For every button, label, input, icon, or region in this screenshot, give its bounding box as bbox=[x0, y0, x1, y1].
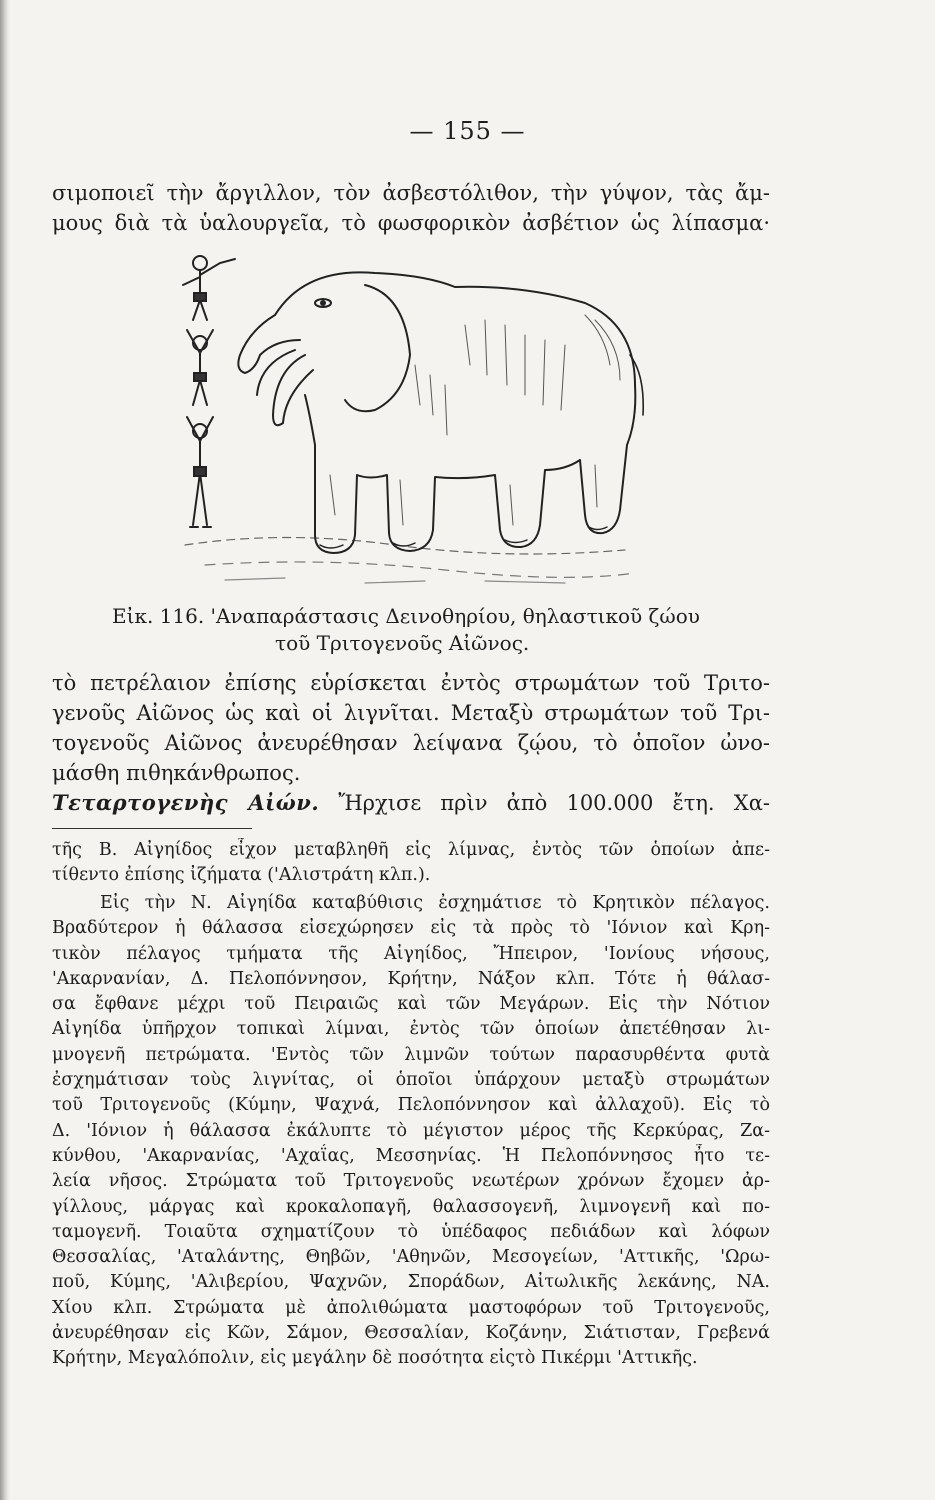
section-line bbox=[52, 788, 770, 818]
text-line: μους διὰ τὰ ὑαλουργεῖα, τὸ φωσφορικὸν ἀσβέτιον ὡς λίπασμα· bbox=[52, 211, 770, 235]
body2-paragraph bbox=[52, 891, 770, 1372]
text-line: ταμογενῆ. Τοιαῦτα σχηματίζουν τὸ ὑπέδαφος πεδιάδων καὶ λόφων bbox=[52, 1221, 770, 1242]
text-line: 'Ακαρνανίαν, Δ. Πελοπόννησον, Κρήτην, Νάξον κλπ. Τότε ἡ θάλασ- bbox=[52, 968, 770, 989]
text-line: κύνθου, 'Ακαρνανίας, 'Αχαΐας, Μεσσηνίας. Ἡ Πελοπόννησος ἦτο τε- bbox=[52, 1145, 770, 1166]
intro-paragraph bbox=[52, 178, 770, 238]
text-line: ἐσχημάτισαν τοὺς λιγνίτας, οἱ ὁποῖοι ὑπάρχουν μεταξὺ στρωμάτων bbox=[52, 1070, 770, 1091]
text-line: σιμοποιεῖ τὴν ἄργιλλον, τὸν ἀσβεστόλιθον, τὴν γύψον, τὰς ἄμ- bbox=[52, 181, 770, 205]
text-line: μνογενῆ πετρώματα. 'Εντὸς τῶν λιμνῶν τούτων παρασυρθέντα φυτὰ bbox=[52, 1044, 770, 1065]
text-line: Βραδύτερον ἡ θάλασσα εἰσεχώρησεν εἰς τὰ πρὸς τὸ 'Ιόνιον καὶ Κρη- bbox=[52, 918, 770, 939]
text-line: Κρήτην, Μεγαλόπολιν, εἰς μεγάλην δὲ ποσότητα εἰςτὸ Πικέρμι 'Αττικῆς. bbox=[52, 1348, 698, 1369]
caption-line: τοῦ Τριτογενοῦς Αἰῶνος. bbox=[275, 631, 530, 655]
text-line: μάσθη πιθηκάνθρωπος. bbox=[52, 761, 301, 785]
text-line: λεία νῆσος. Στρώματα τοῦ Τριτογενοῦς νεωτέρων χρόνων ἔχομεν ἀρ- bbox=[52, 1171, 770, 1192]
text-line: Αἰγηίδα ὑπῆρχον τοπικαὶ λίμναι, ἐντὸς τῶν ὁποίων ἀπετέθησαν λι- bbox=[52, 1019, 770, 1040]
footnote-divider bbox=[52, 828, 252, 829]
text-line: τίθεντο ἐπίσης ἰζήματα ('Αλιστράτη κλπ.). bbox=[52, 865, 431, 886]
text-line: τογενοῦς Αἰῶνος ἀνευρέθησαν λείψανα ζῴου, τὸ ὁποῖον ὠνο- bbox=[52, 731, 770, 755]
text-line: ἀνευρέθησαν εἰς Κῶν, Σάμον, Θεσσαλίαν, Κοζάνην, Σιάτισταν, Γρεβενά bbox=[52, 1323, 770, 1344]
elephant-illustration-icon bbox=[165, 245, 685, 590]
text-line: Θεσσαλίας, 'Αταλάντης, Θηβῶν, 'Αθηνῶν, Μεσογείων, 'Αττικῆς, 'Ωρω- bbox=[52, 1247, 770, 1268]
text-line: Δ. 'Ιόνιον ἡ θάλασσα ἐκάλυπτε τὸ μέγιστον μέρος τῆς Κερκύρας, Ζα- bbox=[52, 1120, 770, 1141]
body-paragraph bbox=[52, 668, 770, 818]
section-heading: Τεταρτογενὴς Αἰών. bbox=[52, 790, 320, 815]
text-line: τὸ πετρέλαιον ἐπίσης εὑρίσκεται ἐντὸς στρωμάτων τοῦ Τριτο- bbox=[52, 671, 770, 695]
text-line: Χίου κλπ. Στρώματα μὲ ἀπολιθώματα μαστοφόρων τοῦ Τριτογενοῦς, bbox=[52, 1297, 770, 1318]
text-line: τικὸν πέλαγος τμήματα τῆς Αἰγηίδος, Ἤπειρον, 'Ιονίους νήσους, bbox=[52, 943, 770, 964]
text-line: γίλλους, μάργας καὶ κροκαλοπαγῆ, θαλασσογενῆ, λιμνογενῆ καὶ πο- bbox=[52, 1196, 770, 1217]
caption-line: Εἰκ. 116. 'Αναπαράστασις Δεινοθηρίου, θηλαστικοῦ ζώου bbox=[112, 604, 700, 628]
text-line: σα ἔφθανε μέχρι τοῦ Πειραιῶς καὶ τῶν Μεγάρων. Εἰς τὴν Νότιον bbox=[52, 994, 770, 1015]
section-text: Ἤρχισε πρὶν ἀπὸ 100.000 ἔτη. Χα- bbox=[338, 791, 770, 815]
text-line: τῆς Β. Αἰγηίδος εἶχον μεταβληθῆ εἰς λίμνας, ἐντὸς τῶν ὁποίων ἀπε- bbox=[52, 840, 770, 860]
text-line: τοῦ Τριτογενοῦς (Κύμην, Ψαχνά, Πελοπόννησον καὶ ἀλλαχοῦ). Εἰς τὸ bbox=[52, 1095, 770, 1116]
page-number: — 155 — bbox=[409, 117, 526, 145]
text-line: ποῦ, Κύμης, 'Αλιβερίου, Ψαχνῶν, Σποράδων, Αἰτωλικῆς λεκάνης, ΝΑ. bbox=[52, 1272, 770, 1293]
note-paragraph bbox=[52, 838, 770, 889]
text-line: Εἰς τὴν Ν. Αἰγηίδα καταβύθισις ἐσχημάτισε τὸ Κρητικὸν πέλαγος. bbox=[100, 893, 770, 913]
text-line: γενοῦς Αἰῶνος ὡς καὶ οἱ λιγνῖται. Μεταξὺ στρωμάτων τοῦ Τρι- bbox=[52, 701, 770, 725]
figure-caption bbox=[112, 603, 782, 657]
